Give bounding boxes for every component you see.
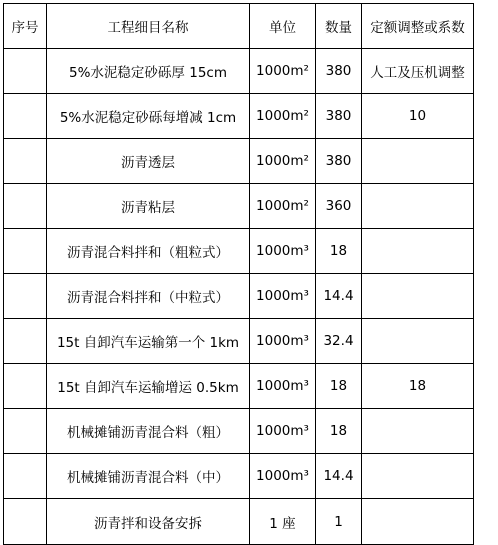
table-row bbox=[4, 49, 474, 94]
table-row bbox=[4, 139, 474, 184]
cell-item-name: 5%水泥稳定砂砾每增减 1cm bbox=[47, 94, 250, 139]
table-row bbox=[4, 364, 474, 409]
cell-adjustment: 18 bbox=[362, 364, 474, 409]
cell-seq bbox=[4, 364, 47, 409]
cell-unit: 1000m³ bbox=[250, 409, 316, 454]
cell-seq bbox=[4, 454, 47, 499]
cell-item-name: 沥青透层 bbox=[47, 139, 250, 184]
cell-adjustment bbox=[362, 454, 474, 499]
cell-item-name: 机械摊铺沥青混合料（中） bbox=[47, 454, 250, 499]
quantity-table bbox=[3, 3, 474, 545]
cell-item-name: 15t 自卸汽车运输第一个 1km bbox=[47, 319, 250, 364]
cell-item-name: 沥青混合料拌和（粗粒式） bbox=[47, 229, 250, 274]
cell-unit: 1000m³ bbox=[250, 229, 316, 274]
cell-quantity: 380 bbox=[316, 139, 362, 184]
cell-seq bbox=[4, 319, 47, 364]
cell-item-name: 沥青混合料拌和（中粒式） bbox=[47, 274, 250, 319]
cell-seq bbox=[4, 49, 47, 94]
table-row bbox=[4, 229, 474, 274]
table-row bbox=[4, 274, 474, 319]
cell-quantity: 1 bbox=[316, 499, 362, 545]
table-row bbox=[4, 184, 474, 229]
cell-quantity: 32.4 bbox=[316, 319, 362, 364]
cell-seq bbox=[4, 499, 47, 545]
cell-adjustment bbox=[362, 229, 474, 274]
table-row bbox=[4, 409, 474, 454]
header-item-name: 工程细目名称 bbox=[47, 4, 250, 49]
cell-item-name: 5%水泥稳定砂砾厚 15cm bbox=[47, 49, 250, 94]
cell-seq bbox=[4, 139, 47, 184]
table-header-row bbox=[4, 4, 474, 49]
cell-adjustment bbox=[362, 184, 474, 229]
header-quantity: 数量 bbox=[316, 4, 362, 49]
table-row bbox=[4, 499, 474, 545]
cell-adjustment: 人工及压机调整 bbox=[362, 49, 474, 94]
cell-seq bbox=[4, 229, 47, 274]
table-row bbox=[4, 94, 474, 139]
cell-quantity: 18 bbox=[316, 364, 362, 409]
cell-unit: 1000m³ bbox=[250, 274, 316, 319]
cell-quantity: 18 bbox=[316, 409, 362, 454]
cell-quantity: 14.4 bbox=[316, 274, 362, 319]
cell-adjustment: 10 bbox=[362, 94, 474, 139]
header-seq: 序号 bbox=[4, 4, 47, 49]
cell-unit: 1 座 bbox=[250, 499, 316, 545]
header-unit: 单位 bbox=[250, 4, 316, 49]
cell-seq bbox=[4, 409, 47, 454]
cell-adjustment bbox=[362, 409, 474, 454]
cell-quantity: 380 bbox=[316, 94, 362, 139]
cell-seq bbox=[4, 274, 47, 319]
header-adjustment: 定额调整或系数 bbox=[362, 4, 474, 49]
cell-unit: 1000m² bbox=[250, 139, 316, 184]
cell-unit: 1000m² bbox=[250, 49, 316, 94]
cell-adjustment bbox=[362, 274, 474, 319]
cell-item-name: 机械摊铺沥青混合料（粗） bbox=[47, 409, 250, 454]
cell-unit: 1000m² bbox=[250, 184, 316, 229]
cell-quantity: 360 bbox=[316, 184, 362, 229]
cell-quantity: 18 bbox=[316, 229, 362, 274]
cell-item-name: 沥青粘层 bbox=[47, 184, 250, 229]
cell-quantity: 380 bbox=[316, 49, 362, 94]
cell-adjustment bbox=[362, 319, 474, 364]
cell-adjustment bbox=[362, 499, 474, 545]
cell-unit: 1000m³ bbox=[250, 364, 316, 409]
table-row bbox=[4, 454, 474, 499]
cell-unit: 1000m² bbox=[250, 94, 316, 139]
table-row bbox=[4, 319, 474, 364]
cell-unit: 1000m³ bbox=[250, 319, 316, 364]
cell-item-name: 15t 自卸汽车运输增运 0.5km bbox=[47, 364, 250, 409]
cell-adjustment bbox=[362, 139, 474, 184]
cell-quantity: 14.4 bbox=[316, 454, 362, 499]
cell-seq bbox=[4, 94, 47, 139]
cell-unit: 1000m³ bbox=[250, 454, 316, 499]
cell-item-name: 沥青拌和设备安拆 bbox=[47, 499, 250, 545]
cell-seq bbox=[4, 184, 47, 229]
